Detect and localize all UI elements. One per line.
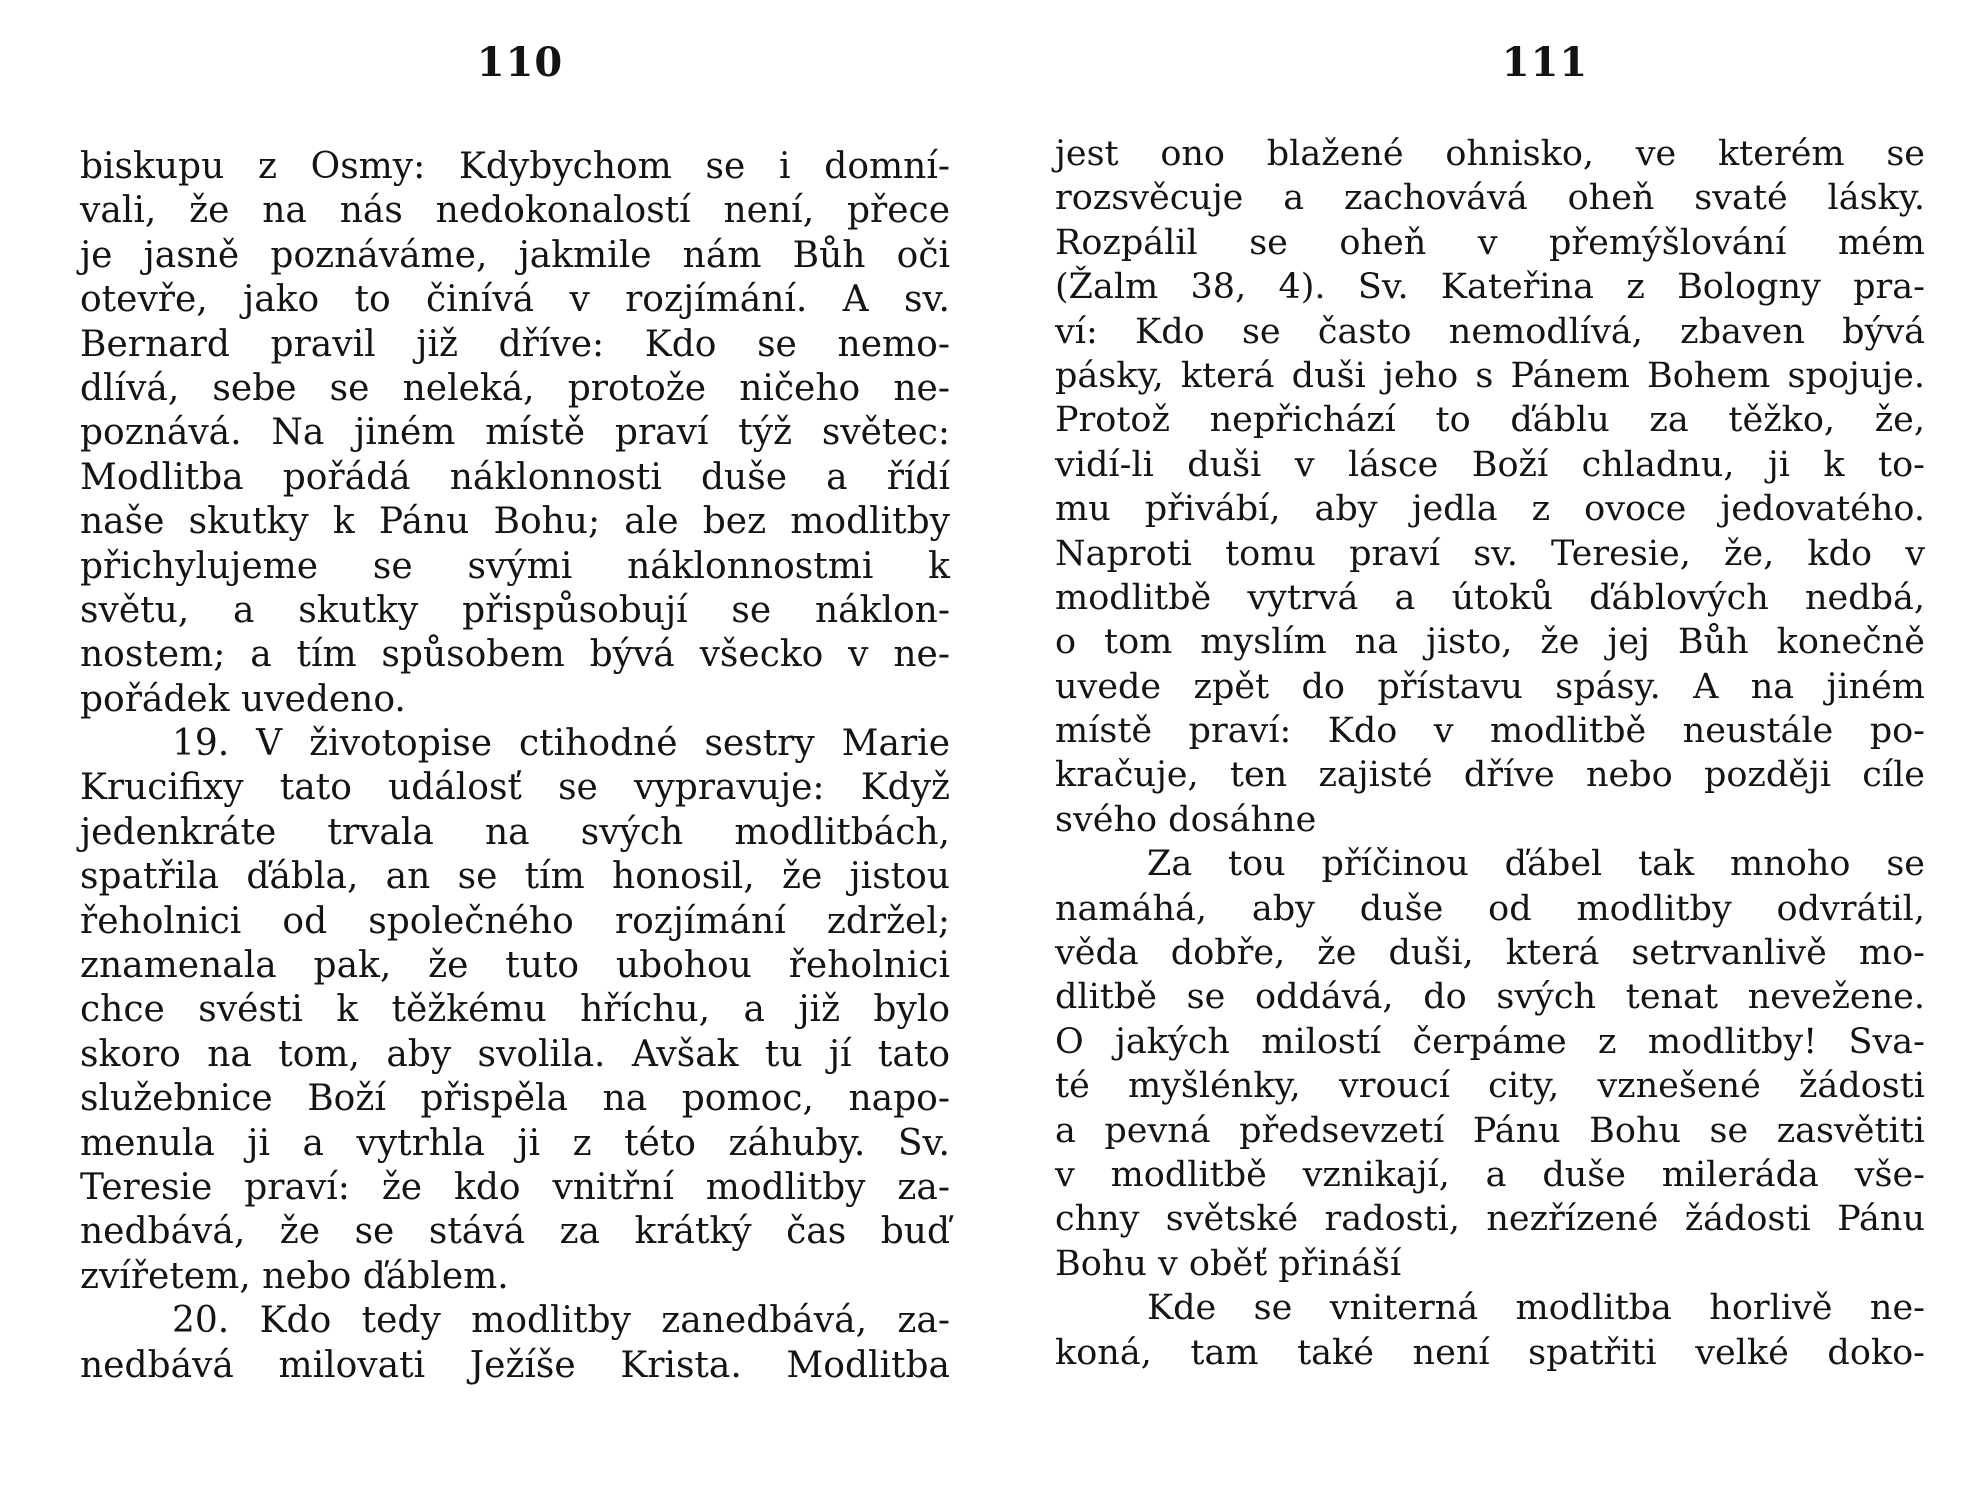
- text-line: svého dosáhne: [1055, 799, 1317, 840]
- text-line: Naproti tomu praví sv. Teresie, že, kdo v: [1055, 533, 1925, 574]
- text-line: znamenala pak, že tuto ubohou řeholnici: [80, 945, 950, 987]
- text-line: O jakých milostí čerpáme z modlitby! Sva-: [1055, 1021, 1925, 1062]
- text-line: mu přivábí, aby jedla z ovoce jedovatého.: [1055, 489, 1925, 530]
- text-line: skoro na tom, aby svolila. Avšak tu jí tato: [80, 1033, 950, 1075]
- text-line: pořádek uvedeno.: [80, 678, 406, 720]
- text-line: modlitbě vytrvá a útoků ďáblových nedbá,: [1055, 577, 1925, 618]
- text-line: chce svésti k těžkému hříchu, a již bylo: [80, 989, 950, 1031]
- paragraph-start: Kde se vniterná modlitba horlivě ne-: [1147, 1288, 1925, 1329]
- text-line: Krucifixy tato událosť se vypravuje: Když: [80, 767, 950, 809]
- text-line: koná, tam také není spatřiti velké doko-: [1055, 1332, 1925, 1373]
- text-line: Bohu v oběť přináší: [1055, 1243, 1402, 1284]
- text-line: poznává. Na jiném místě praví týž světec:: [80, 412, 950, 454]
- text-line: ví: Kdo se často nemodlívá, zbaven bývá: [1055, 311, 1925, 352]
- text-line: namáhá, aby duše od modlitby odvrátil,: [1055, 888, 1925, 929]
- text-line: dlívá, sebe se neleká, protože ničeho ne-: [80, 367, 950, 409]
- text-line: jest ono blažené ohnisko, ve kterém se: [1055, 134, 1925, 174]
- text-line: kračuje, ten zajisté dříve nebo později cíle: [1055, 755, 1925, 796]
- page-text: [1055, 132, 1925, 1375]
- page-number: 111: [1501, 39, 1589, 86]
- paragraph-19-start: 19. V životopise ctihodné sestry Marie: [172, 723, 950, 765]
- text-line: biskupu z Osmy: Kdybychom se i domní-: [80, 146, 950, 187]
- text-line: nostem; a tím spůsobem bývá všecko v ne-: [80, 634, 950, 676]
- text-line: rozsvěcuje a zachovává oheň svaté lásky.: [1055, 178, 1925, 219]
- text-line: světu, a skutky přispůsobují se náklon-: [80, 589, 950, 631]
- text-line: v modlitbě vznikají, a duše mileráda vše-: [1055, 1154, 1925, 1195]
- paragraph-start: Za tou příčinou ďábel tak mnoho se: [1147, 844, 1925, 885]
- page-number: 110: [476, 39, 564, 86]
- page-text: [80, 145, 950, 1388]
- text-line: jedenkráte trvala na svých modlitbách,: [80, 811, 950, 853]
- right-page: [1055, 0, 1925, 1500]
- text-line: otevře, jako to činívá v rozjímání. A sv.: [80, 279, 950, 321]
- text-line: zvířetem, nebo ďáblem.: [80, 1255, 509, 1297]
- text-line: je jasně poznáváme, jakmile nám Bůh oči: [80, 234, 950, 276]
- text-line: Bernard pravil již dříve: Kdo se nemo-: [80, 323, 950, 365]
- text-line: vidí-li duši v lásce Boží chladnu, ji k to-: [1055, 444, 1925, 485]
- text-line: naše skutky k Pánu Bohu; ale bez modlitby: [80, 501, 950, 543]
- text-line: Rozpálil se oheň v přemýšlování mém: [1055, 222, 1925, 263]
- text-line: spatřila ďábla, an se tím honosil, že jistou: [80, 856, 950, 898]
- text-line: Teresie praví: že kdo vnitřní modlitby za-: [80, 1166, 950, 1208]
- text-line: služebnice Boží přispěla na pomoc, napo-: [80, 1078, 950, 1120]
- text-line: dlitbě se oddává, do svých tenat nevežene.: [1055, 977, 1925, 1018]
- text-line: uvede zpět do přístavu spásy. A na jiném: [1055, 666, 1925, 707]
- text-line: Protož nepřichází to ďáblu za těžko, že,: [1055, 400, 1925, 441]
- text-line: místě praví: Kdo v modlitbě neustále po-: [1055, 711, 1925, 752]
- text-line: věda dobře, že duši, která setrvanlivě mo-: [1055, 933, 1925, 974]
- text-line: té myšlénky, vroucí city, vznešené žádosti: [1055, 1066, 1925, 1107]
- text-line: pásky, která duši jeho s Pánem Bohem spojuje.: [1055, 355, 1925, 396]
- text-line: a pevná předsevzetí Pánu Bohu se zasvětiti: [1055, 1110, 1925, 1151]
- text-line: řeholnici od společného rozjímání zdržel;: [80, 900, 950, 942]
- text-line: o tom myslím na jisto, že jej Bůh konečně: [1055, 622, 1925, 663]
- left-page: [80, 0, 950, 1500]
- text-line: (Žalm 38, 4). Sv. Kateřina z Bologny pra-: [1055, 267, 1925, 308]
- text-line: menula ji a vytrhla ji z této záhuby. Sv.: [80, 1122, 950, 1164]
- text-line: přichylujeme se svými náklonnostmi k: [80, 545, 950, 587]
- text-line: vali, že na nás nedokonalostí není, přece: [80, 190, 950, 232]
- paragraph-20-start: 20. Kdo tedy modlitby zanedbává, za-: [172, 1300, 950, 1342]
- text-line: nedbává, že se stává za krátký čas buď: [80, 1211, 950, 1253]
- text-line: chny světské radosti, nezřízené žádosti Pánu: [1055, 1199, 1925, 1240]
- text-line: nedbává milovati Ježíše Krista. Modlitba: [80, 1344, 950, 1386]
- text-line: Modlitba pořádá náklonnosti duše a řídí: [80, 456, 950, 498]
